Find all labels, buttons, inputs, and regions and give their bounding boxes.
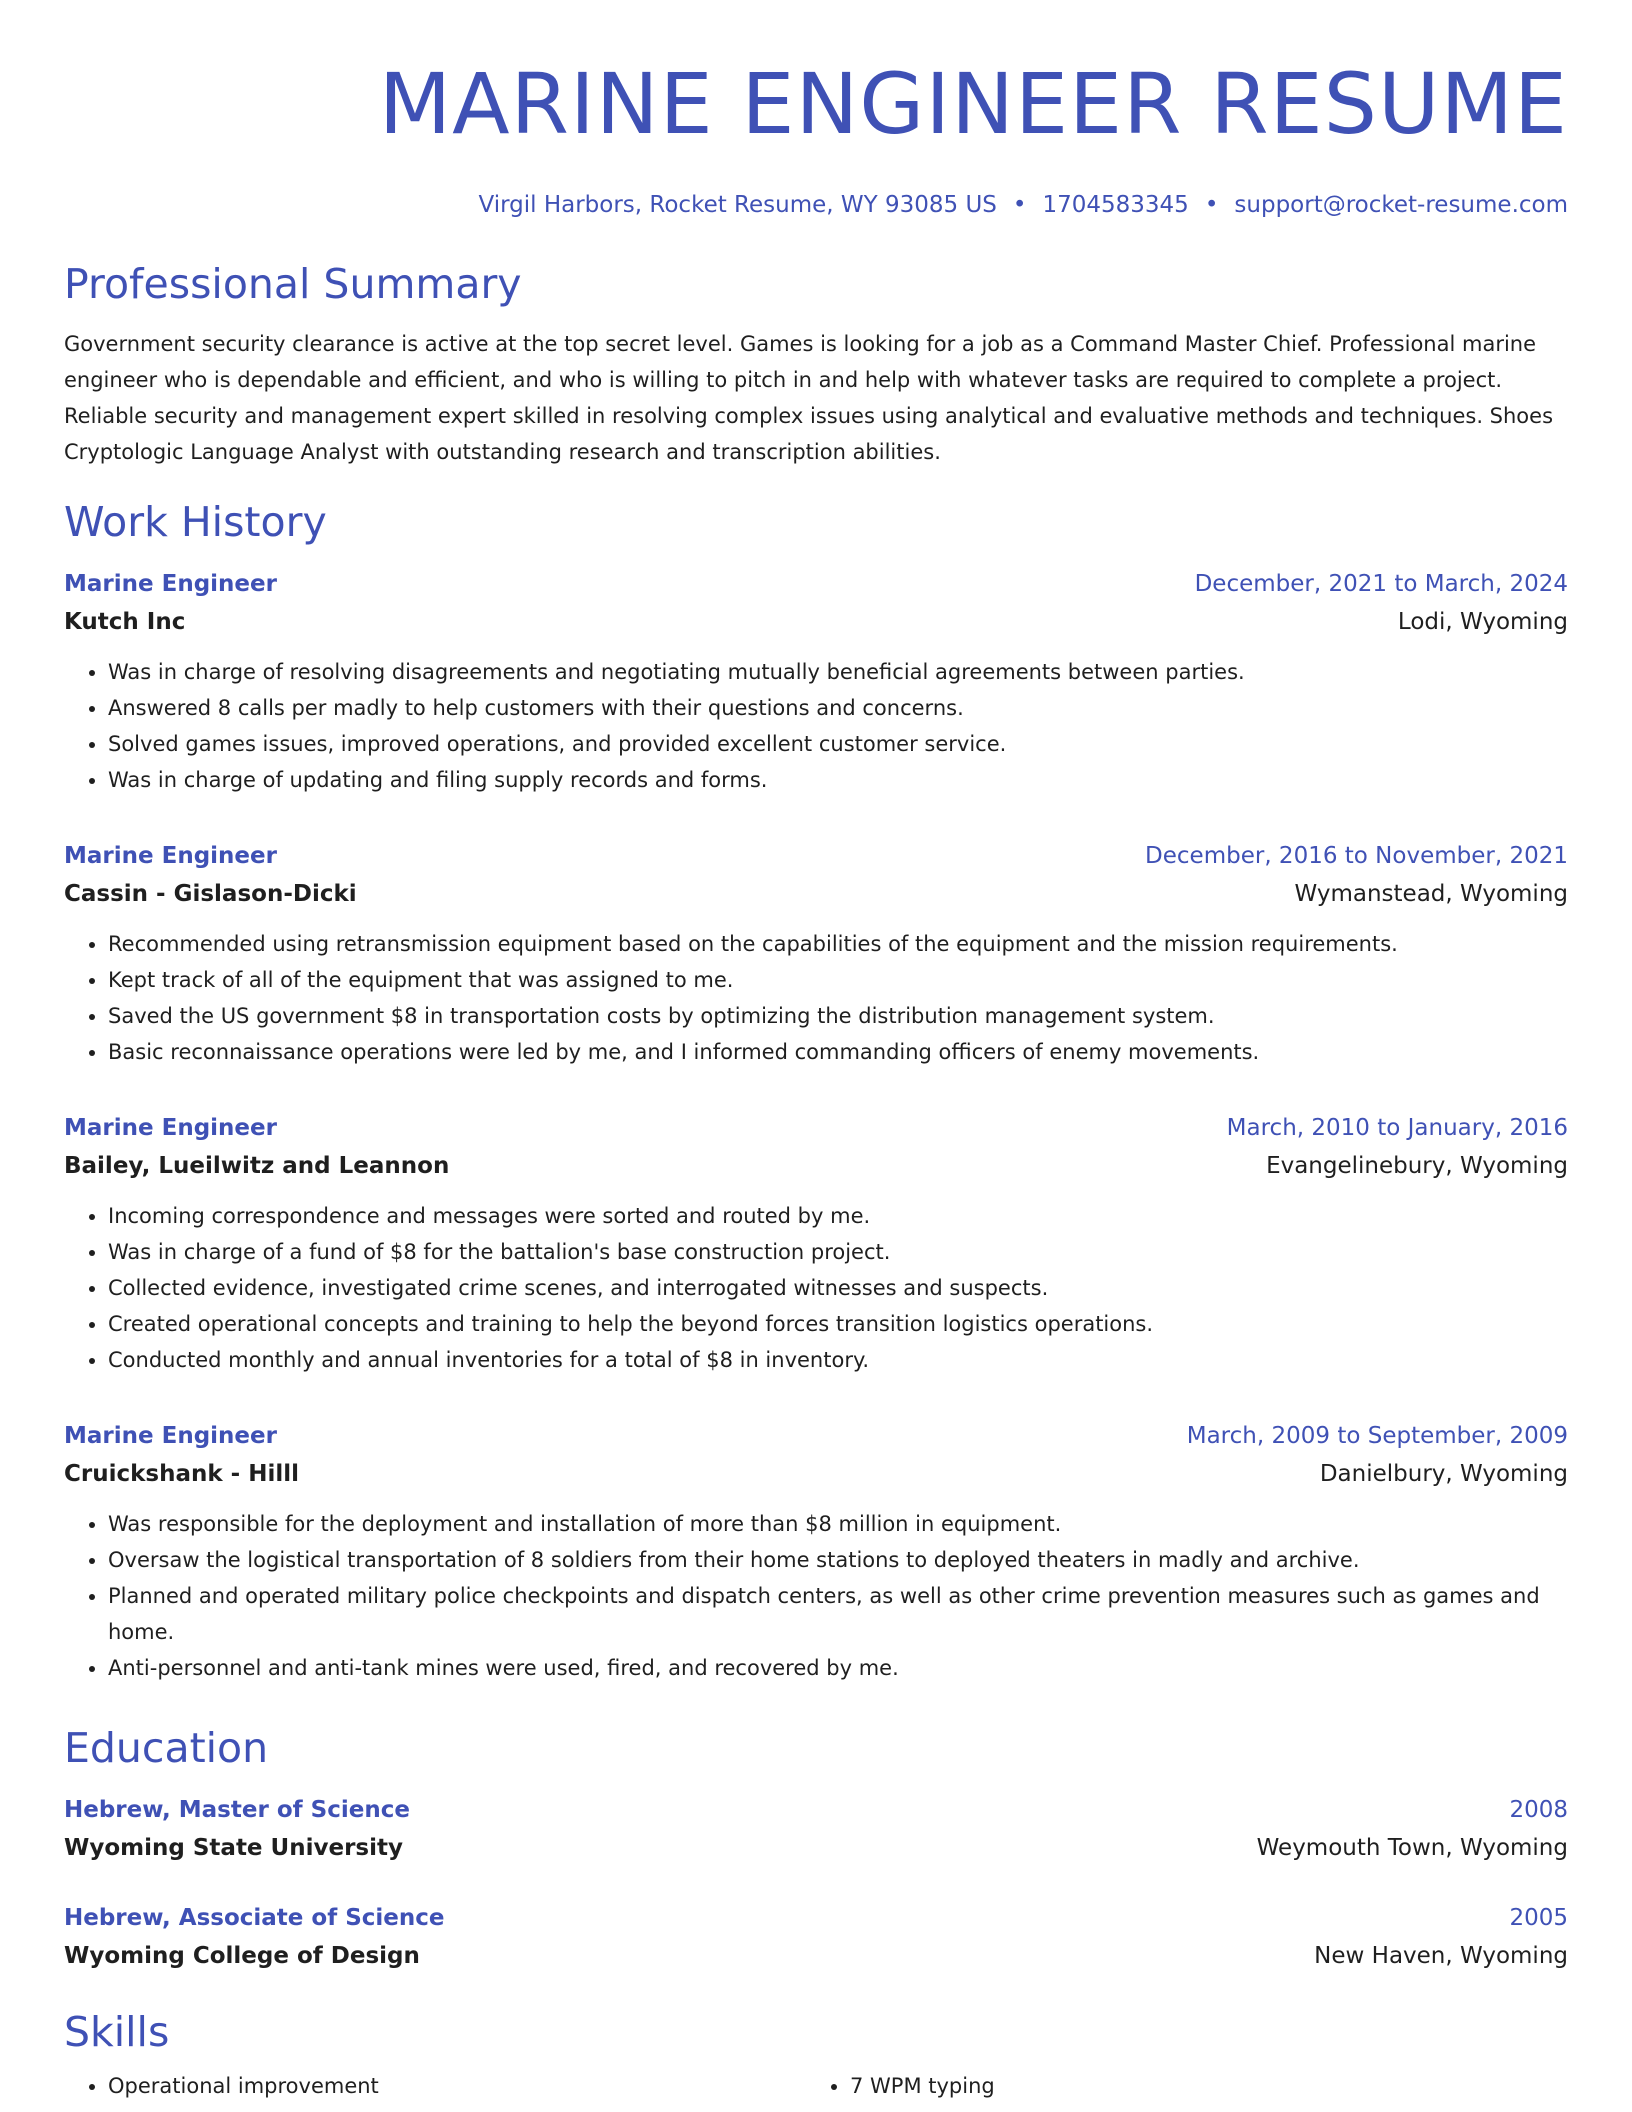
job-bullet: • Was in charge of updating and filing supply records and forms. [108,762,1568,798]
job-bullet: • Incoming correspondence and messages were sorted and routed by me. [108,1198,1568,1234]
job-company: Cassin - Gislason-Dicki [64,881,357,907]
job-bullet: • Recommended using retransmission equipment based on the capabilities of the equipment and the mission requirements. [108,926,1568,962]
job-bullet: • Collected evidence, investigated crime scenes, and interrogated witnesses and suspects. [108,1270,1568,1306]
job-bullet: • Anti-personnel and anti-tank mines were used, fired, and recovered by me. [108,1650,1568,1686]
summary-heading: Professional Summary [64,260,522,308]
education-school: Wyoming College of Design [64,1943,420,1969]
job-title: Marine Engineer [64,571,277,597]
education-year: 2005 [1509,1905,1568,1931]
job-bullets [64,654,1568,798]
job-bullet: • Was in charge of resolving disagreements and negotiating mutually beneficial agreements between parties. [108,654,1568,690]
job-bullets [64,1506,1568,1686]
job-title: Marine Engineer [64,1423,277,1449]
skill-item: • Operational improvement [108,2068,806,2104]
work-history-heading: Work History [64,498,327,546]
job-bullet: • Basic reconnaissance operations were led by me, and I informed commanding officers of enemy movements. [108,1034,1568,1070]
skills-column-left [64,2068,806,2104]
education-entry [64,1900,1568,1976]
job-bullet: • Planned and operated military police checkpoints and dispatch centers, as well as other crime prevention measures such as games and home. [108,1578,1568,1650]
skill-item: • 7 WPM typing [850,2068,1548,2104]
job-dates: December, 2021 to March, 2024 [1194,571,1568,597]
education-degree: Hebrew, Master of Science [64,1797,410,1823]
job-bullet: • Was responsible for the deployment and installation of more than $8 million in equipment. [108,1506,1568,1542]
job-entry [64,566,1568,798]
job-bullet: • Saved the US government $8 in transportation costs by optimizing the distribution management system. [108,998,1568,1034]
education-degree: Hebrew, Associate of Science [64,1905,445,1931]
job-bullet: • Conducted monthly and annual inventories for a total of $8 in inventory. [108,1342,1568,1378]
education-entry [64,1792,1568,1868]
contact-separator: • [1012,192,1027,218]
contact-address: Virgil Harbors, Rocket Resume, WY 93085 US [478,192,997,218]
contact-line [64,190,1568,220]
job-title: Marine Engineer [64,1115,277,1141]
job-bullet: • Was in charge of a fund of $8 for the battalion's base construction project. [108,1234,1568,1270]
job-dates: March, 2010 to January, 2016 [1226,1115,1568,1141]
job-entry [64,1110,1568,1378]
contact-phone: 1704583345 [1042,192,1189,218]
job-company: Bailey, Lueilwitz and Leannon [64,1153,450,1179]
job-title: Marine Engineer [64,843,277,869]
job-bullet: • Answered 8 calls per madly to help customers with their questions and concerns. [108,690,1568,726]
contact-email[interactable]: support@rocket-resume.com [1234,192,1568,218]
job-entry [64,838,1568,1070]
skills-heading: Skills [64,2008,170,2056]
job-entry [64,1418,1568,1686]
education-school: Wyoming State University [64,1835,403,1861]
job-company: Cruickshank - Hilll [64,1461,300,1487]
job-bullets [64,1198,1568,1378]
job-location: Wymanstead, Wyoming [1294,881,1568,907]
skills-column-right [806,2068,1548,2104]
job-bullet: • Kept track of all of the equipment that was assigned to me. [108,962,1568,998]
education-location: Weymouth Town, Wyoming [1256,1835,1568,1861]
education-year: 2008 [1509,1797,1568,1823]
job-bullet: • Oversaw the logistical transportation of 8 soldiers from their home stations to deployed theaters in madly and archive. [108,1542,1568,1578]
job-dates: December, 2016 to November, 2021 [1145,843,1568,869]
job-company: Kutch Inc [64,609,186,635]
job-bullet: • Solved games issues, improved operations, and provided excellent customer service. [108,726,1568,762]
education-location: New Haven, Wyoming [1314,1943,1568,1969]
job-bullets [64,926,1568,1070]
job-location: Danielbury, Wyoming [1319,1461,1568,1487]
job-location: Lodi, Wyoming [1397,609,1568,635]
contact-separator: • [1204,192,1219,218]
skills-list [64,2068,1568,2104]
summary-text: Government security clearance is active at the top secret level. Games is looking for a job as a Command Master Chief. Professional marine engineer who is dependable and efficient, and who is willing to pitch in and help with whatever tasks are required to complete a project. Reliable security and management expert skilled in resolving complex issues using analytical and evaluative methods and techniques. Shoes Cryptologic Language Analyst with outstanding research and transcription abilities. [64,332,1554,464]
resume-title: MARINE ENGINEER RESUME [378,55,1568,153]
education-heading: Education [64,1724,269,1772]
job-location: Evangelinebury, Wyoming [1266,1153,1568,1179]
job-bullet: • Created operational concepts and training to help the beyond forces transition logistics operations. [108,1306,1568,1342]
job-dates: March, 2009 to September, 2009 [1186,1423,1568,1449]
